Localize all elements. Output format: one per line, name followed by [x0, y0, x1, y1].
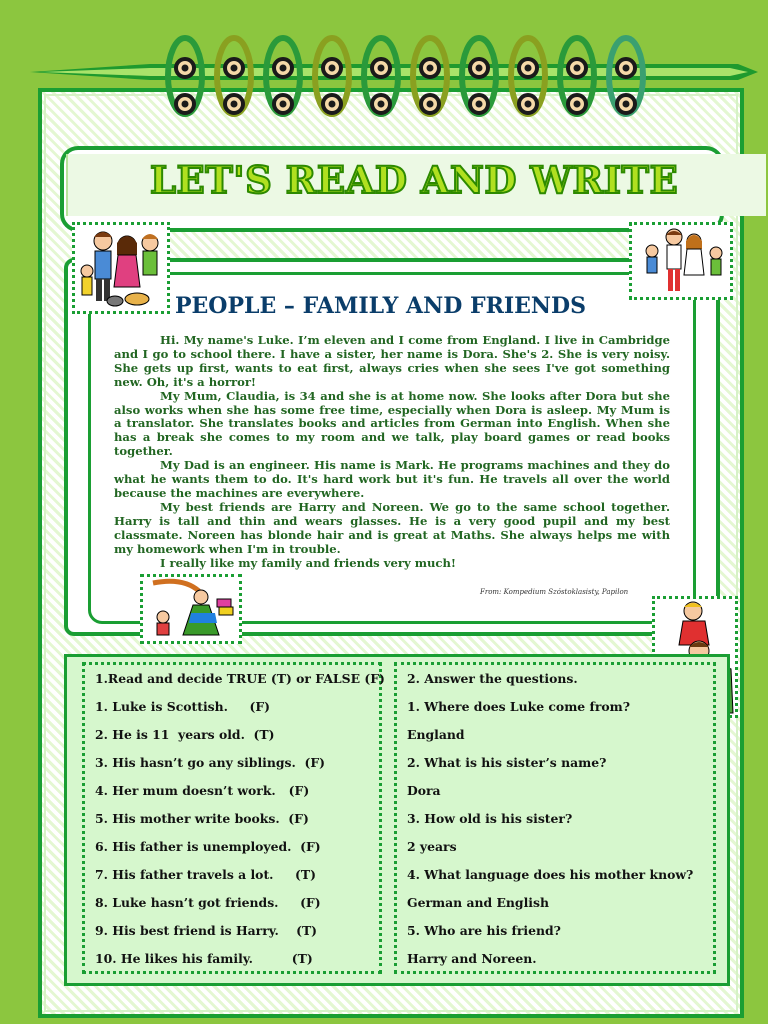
true-false-item: 8. Luke hasn’t got friends. (F)	[95, 895, 321, 910]
family-clipart-right	[629, 222, 733, 300]
true-false-item: 7. His father travels a lot. (T)	[95, 867, 316, 882]
true-false-item: 2. He is 11 years old. (T)	[95, 727, 275, 742]
passage-paragraph: My Dad is an engineer. His name is Mark. He programs machines and they do what he wants them to do. It's hard work but it's fun. He travels all over the world because the machines are everywhere.	[114, 458, 670, 500]
page-title: LET'S READ AND WRITE	[150, 158, 679, 202]
girl-with-books-icon	[143, 577, 239, 641]
binder-hole	[519, 59, 537, 77]
answer-item: Harry and Noreen.	[407, 951, 537, 966]
binder-hole	[470, 59, 488, 77]
binder-rod	[30, 64, 758, 80]
binder-hole-center	[623, 65, 630, 72]
binder-hole-center	[574, 65, 581, 72]
girl-books-clipart	[140, 574, 242, 644]
true-false-item: 4. Her mum doesn’t work. (F)	[95, 783, 310, 798]
source-citation: From: Kompedium Szóstoklasisty, Papilon	[480, 588, 629, 596]
answer-item: England	[407, 727, 465, 742]
binder-hole-center	[378, 65, 385, 72]
answer-questions-exercise	[394, 662, 716, 974]
binder-hole-center	[280, 65, 287, 72]
passage-paragraph: My best friends are Harry and Noreen. We go to the same school together. Harry is tall and thin and wears glasses. He is a very good pupil and my best classmate. Noreen has blonde hair and is great at Maths. She always helps me with my homework when I'm in trouble.	[114, 499, 670, 556]
exercise-heading: 1.Read and decide TRUE (T) or FALSE (F)	[95, 671, 385, 686]
question-item: 1. Where does Luke come from?	[407, 699, 630, 714]
answer-item: 2 years	[407, 839, 457, 854]
reading-heading: PEOPLE – FAMILY AND FRIENDS	[175, 293, 586, 319]
binder-hole-center	[427, 65, 434, 72]
reading-passage	[114, 334, 670, 570]
true-false-item: 9. His best friend is Harry. (T)	[95, 923, 318, 938]
binder-hole	[421, 59, 439, 77]
true-false-item: 3. His hasn’t go any siblings. (F)	[95, 755, 325, 770]
binder-hole	[617, 59, 635, 77]
question-item: 5. Who are his friend?	[407, 923, 561, 938]
binder-hole	[323, 59, 341, 77]
binder-hole	[274, 59, 292, 77]
true-false-item: 1. Luke is Scottish. (F)	[95, 699, 271, 714]
binder-hole-center	[231, 65, 238, 72]
family-illustration-icon	[75, 225, 167, 311]
binder-hole-center	[182, 65, 189, 72]
binder-hole-center	[329, 65, 336, 72]
passage-paragraph: Hi. My name's Luke. I’m eleven and I come from England. I live in Cambridge and I go to school there. I have a sister, her name is Dora. She's 2. She is very noisy. She gets up first, wants to eat first, always cries when she sees I've got something new. Oh, it's a horror!	[114, 333, 670, 389]
binder-rod-highlight	[40, 68, 748, 76]
question-item: 4. What language does his mother know?	[407, 867, 694, 882]
true-false-item: 5. His mother write books. (F)	[95, 811, 309, 826]
binder-hole	[225, 59, 243, 77]
passage-paragraph: My Mum, Claudia, is 34 and she is at home now. She looks after Dora but she also works when she has some free time, especially when Dora is asleep. My Mum is a translator. She translates books and articles from German into English. When she has a break she comes to my room and we talk, play board games or read books together.	[114, 388, 670, 459]
question-item: 3. How old is his sister?	[407, 811, 573, 826]
binder-hole-center	[525, 65, 532, 72]
binder-hole	[372, 59, 390, 77]
exercise-heading: 2. Answer the questions.	[407, 671, 578, 686]
binder-hole	[176, 59, 194, 77]
true-false-item: 6. His father is unemployed. (F)	[95, 839, 321, 854]
family-clipart-left	[72, 222, 170, 314]
binder-hole-center	[476, 65, 483, 72]
question-item: 2. What is his sister’s name?	[407, 755, 607, 770]
answer-item: German and English	[407, 895, 549, 910]
true-false-exercise	[82, 662, 385, 974]
family-illustration-icon	[632, 225, 730, 297]
passage-paragraph: I really like my family and friends very much!	[160, 555, 457, 570]
binder-hole	[568, 59, 586, 77]
true-false-item: 10. He likes his family. (T)	[95, 951, 313, 966]
answer-item: Dora	[407, 783, 441, 798]
